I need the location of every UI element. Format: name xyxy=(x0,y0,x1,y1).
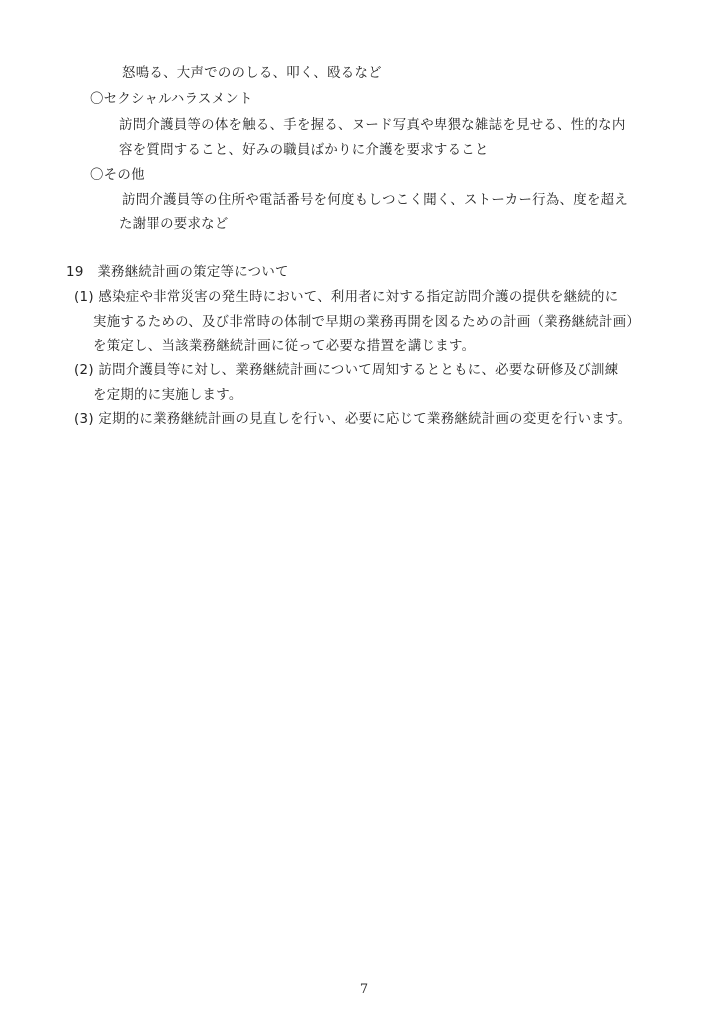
verbal-abuse-detail: 怒鳴る、大声でののしる、叩く、殴るなど xyxy=(122,66,382,81)
sexual-harassment-detail-line-2: 容を質問すること、好みの職員ばかりに介護を要求すること xyxy=(119,143,489,158)
other-harassment-heading: 〇その他 xyxy=(90,168,145,183)
other-harassment-detail-line-2: た謝罪の要求など xyxy=(119,217,229,232)
section-19-item-1-line-1: (1) 感染症や非常災害の発生時において、利用者に対する指定訪問介護の提供を継続的に xyxy=(74,290,619,305)
sexual-harassment-heading: 〇セクシャルハラスメント xyxy=(90,92,253,107)
section-19-item-2-line-2: を定期的に実施します。 xyxy=(93,388,243,403)
section-19-item-2-line-1: (2) 訪問介護員等に対し、業務継続計画について周知するとともに、必要な研修及び訓練 xyxy=(74,363,619,378)
section-19-title: 19 業務継続計画の策定等について xyxy=(66,265,289,280)
page-number: 7 xyxy=(359,982,369,997)
section-19-item-3-line-1: (3) 定期的に業務継続計画の見直しを行い、必要に応じて業務継続計画の変更を行います。 xyxy=(74,412,632,427)
sexual-harassment-detail-line-1: 訪問介護員等の体を触る、手を握る、ヌード写真や卑猥な雑誌を見せる、性的な内 xyxy=(119,118,626,133)
section-19-item-1-line-2: 実施するための、及び非常時の体制で早期の業務再開を図るための計画（業務継続計画） xyxy=(93,315,641,330)
other-harassment-detail-line-1: 訪問介護員等の住所や電話番号を何度もしつこく聞く、ストーカー行為、度を超え xyxy=(122,193,629,208)
section-19-item-1-line-3: を策定し、当該業務継続計画に従って必要な措置を講じます。 xyxy=(93,339,476,354)
